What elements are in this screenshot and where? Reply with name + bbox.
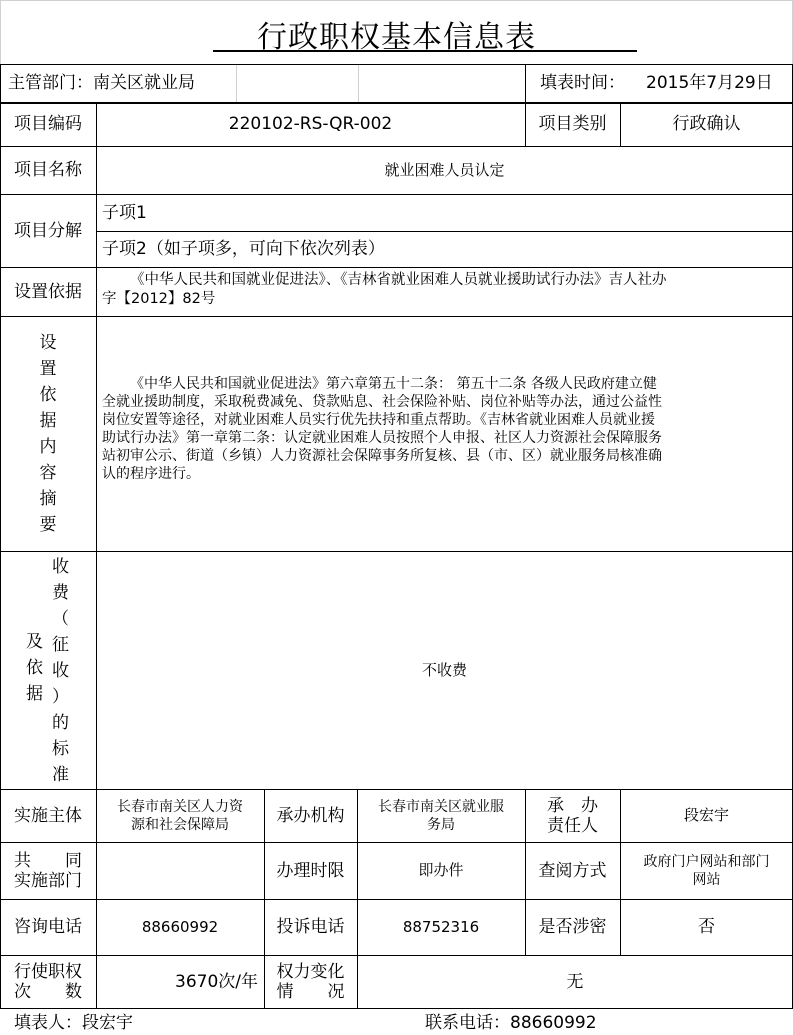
fee-label-char: ）: [52, 687, 69, 707]
date-label: 填表时间：: [540, 73, 625, 93]
secret-label: 是否涉密: [538, 917, 607, 937]
border: [0, 1008, 793, 1009]
impl-label: 实施主体: [14, 805, 82, 826]
filler: 填表人：段宏宇: [14, 1013, 133, 1033]
basis-text: [102, 271, 790, 309]
summary-label-char: 要: [39, 514, 57, 535]
joint-label-line: 共 同: [14, 850, 82, 871]
agency-value-line: 务局: [427, 816, 455, 833]
change-label: [264, 955, 357, 1008]
view-value-line: 网站: [692, 871, 721, 888]
summary-line: 岗位安置等途径，对就业困难人员实行优先扶持和重点帮助。《吉林省就业困难人员就业援: [102, 412, 655, 428]
fee-label-char: （: [52, 609, 69, 629]
summary-label-char: 摘: [39, 488, 57, 509]
consult-value: 88660992: [141, 917, 219, 936]
fee-label-char: 征: [52, 635, 69, 655]
fee-label-col2: [52, 554, 69, 788]
summary-label-char: 设: [39, 332, 57, 353]
summary-line: 《中华人民共和国就业促进法》第六章第五十二条： 第五十二条 各级人民政府建立健: [130, 376, 657, 392]
fee-label: [0, 551, 96, 789]
border: [0, 316, 793, 317]
gridline: [0, 0, 1, 64]
impl-value-line: 长春市南关区人力资: [117, 798, 243, 815]
basis-line: 字【2012】82号: [102, 291, 216, 307]
dept-label: 主管部门：南关区就业局: [8, 73, 195, 93]
fee-label-char: 据: [26, 684, 43, 704]
fee-label-char: 收: [52, 557, 69, 577]
summary-line: 站初审公示、街道（乡镇）人力资源社会保障事务所复核、县（市、区）就业服务局核准确: [102, 448, 662, 464]
summary-label-char: 依: [39, 384, 57, 405]
name-label: 项目名称: [14, 160, 82, 180]
view-value: [620, 842, 793, 899]
summary-label-char: 容: [39, 462, 57, 483]
fee-label-char: 标: [52, 739, 69, 759]
view-value-line: 政府门户网站和部门: [643, 853, 770, 870]
border: [0, 267, 793, 268]
name-value: 就业困难人员认定: [384, 160, 505, 179]
change-label-line: 权力变化: [276, 961, 345, 982]
joint-label-line: 实施部门: [14, 870, 82, 891]
summary-line: 全就业援助制度，采取税费减免、贷款贴息、社会保险补贴、岗位补贴等办法，通过公益性: [102, 394, 662, 410]
basis-line: 《中华人民共和国就业促进法》、《吉林省就业困难人员就业援助试行办法》吉人社办: [130, 272, 667, 288]
fee-label-col1: [26, 629, 43, 707]
resp-value: 段宏宇: [683, 806, 729, 824]
summary-label-char: 置: [39, 358, 57, 379]
summary-label: [0, 316, 96, 551]
impl-value-line: 源和社会保障局: [131, 816, 229, 833]
joint-label: [0, 842, 96, 899]
agency-value-line: 长春市南关区就业服: [378, 798, 504, 815]
view-label: 查阅方式: [538, 860, 607, 881]
joint-value: [96, 842, 264, 899]
consult-label: 咨询电话: [14, 917, 82, 937]
sub-item-2: 子项2（如子项多，可向下依次列表）: [102, 239, 385, 259]
summary-label-char: 内: [39, 436, 57, 457]
fee-label-char: 依: [26, 658, 43, 678]
split-label: 项目分解: [14, 220, 82, 241]
summary-line: 认的程序进行。: [102, 466, 200, 482]
limit-label: 办理时限: [276, 860, 345, 881]
category-label: 项目类别: [538, 114, 607, 134]
summary-label-char: 据: [39, 410, 57, 431]
count-label-line: 次 数: [14, 981, 82, 1002]
code-value: 220102-RS-QR-002: [228, 114, 393, 134]
fee-label-char: 费: [52, 583, 69, 603]
complaint-label: 投诉电话: [276, 917, 345, 937]
sub-item-1: 子项1: [102, 202, 147, 223]
basis-label: 设置依据: [14, 281, 82, 302]
gridline: [236, 64, 237, 102]
resp-label-line: 责任人: [547, 815, 598, 836]
fee-value: 不收费: [421, 660, 467, 679]
gridline: [0, 0, 793, 1]
code-label: 项目编码: [14, 114, 82, 134]
complaint-value: 88752316: [402, 917, 480, 936]
form-title: 行政职权基本信息表: [257, 20, 536, 55]
count-label-line: 行使职权: [14, 961, 82, 982]
count-value: 3670次/年: [175, 971, 258, 992]
summary-line: 助试行办法》第一章第二条：认定就业困难人员按照个人申报、社区人力资源社会保障服务: [102, 430, 662, 446]
contact-phone: 联系电话：88660992: [425, 1013, 597, 1033]
change-label-line: 情 况: [276, 981, 345, 1002]
count-label: [0, 955, 96, 1008]
fee-label-char: 的: [52, 713, 69, 733]
fee-label-char: 准: [52, 765, 69, 785]
title-underline: [213, 50, 637, 52]
resp-label-line: 承 办: [547, 795, 598, 816]
category-value: 行政确认: [672, 114, 741, 134]
change-value: 无: [566, 971, 584, 992]
summary-text: [102, 375, 790, 483]
date-value: 2015年7月29日: [646, 73, 773, 93]
agency-label: 承办机构: [276, 805, 345, 826]
secret-value: 否: [698, 917, 715, 937]
summary-label-chars: [40, 330, 57, 538]
impl-value: [96, 789, 264, 842]
fee-label-char: 收: [52, 661, 69, 681]
agency-value: [357, 789, 525, 842]
limit-value: 即办件: [418, 861, 464, 879]
gridline: [358, 64, 359, 102]
fee-label-char: 及: [26, 632, 43, 652]
resp-label: [525, 789, 620, 842]
